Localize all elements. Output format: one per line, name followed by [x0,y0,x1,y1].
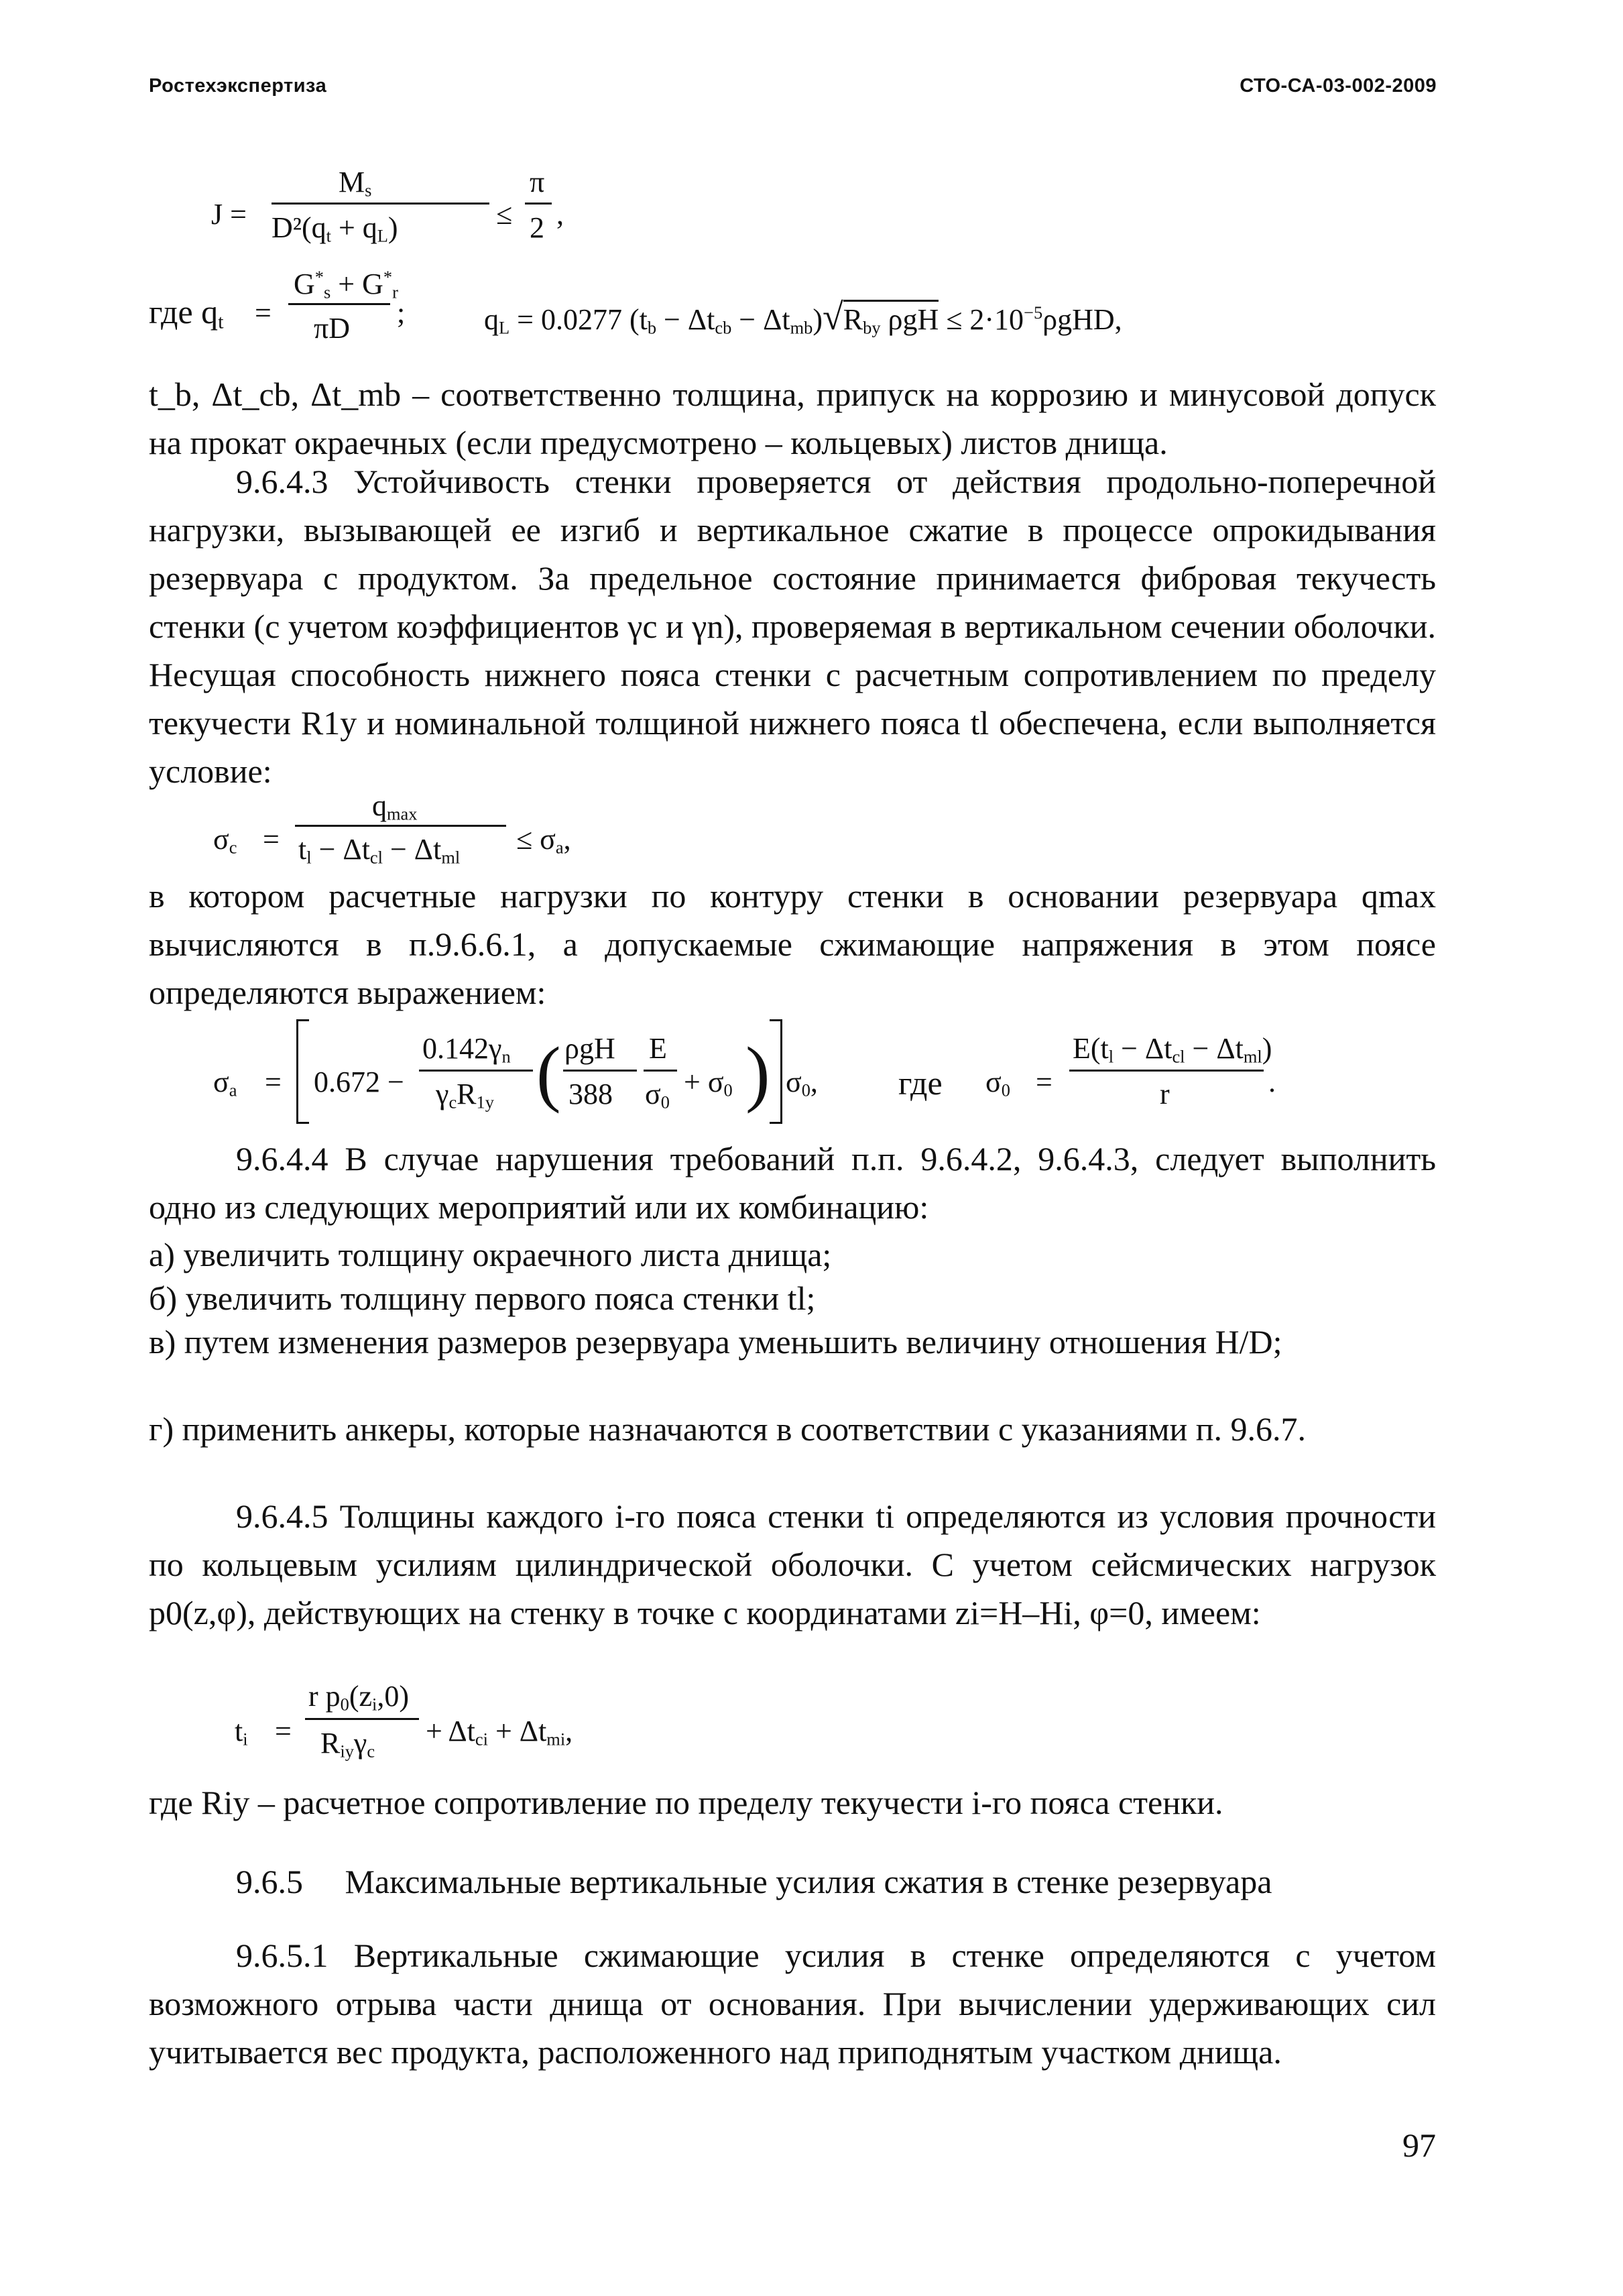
f5-fraction-bar [305,1718,419,1720]
f1-two: 2 [530,211,544,244]
f1-lhs: J = [211,198,247,231]
f2-num: $G^*_s + G^*_r$ [294,267,398,302]
f4-tail: $\sigma_0$, [786,1066,818,1100]
f4-where: где [898,1064,943,1102]
list-item-b: б) увеличить толщину первого пояса стенки tl; [149,1279,816,1317]
f4-eq: = [265,1066,282,1098]
f3-rhs: ≤ $\sigma_a$, [516,823,571,858]
f4-dot: . [1268,1066,1276,1098]
paragraph-riy-definition: где Riy – расчетное сопротивление по пределу текучести i-го пояса стенки. [149,1784,1223,1821]
f4-bar4 [1069,1070,1264,1072]
paragraph-9-6-5-1: 9.6.5.1 Вертикальные сжимающие усилия в стенке определяются с учетом возможного отрыва части днища от основания. При вычислении удерживающих сил учитывается вес продукта, расположенного над приподнятым участком днища. [149,1937,1436,2071]
f4-den4: r [1160,1078,1170,1110]
f5-eq: = [275,1715,292,1747]
f3-lhs: $\sigma_c$ [213,823,237,858]
list-item-v: в) путем изменения размеров резервуара уменьшить величину отношения H/D; [149,1323,1282,1361]
paragraph-tb-definition: t_b, Δt_cb, Δt_mb – соответственно толщина, припуск на коррозию и минусовой допуск на прокат окраечных (если предусмотрено – кольцевых) листов днища. [149,376,1436,461]
f1-comma: , [556,198,564,231]
f4-num3: E [649,1032,667,1065]
f4-num1: $0.142\gamma_n$ [422,1032,511,1067]
f4-sigma0: $\sigma_0$ [985,1066,1010,1100]
f3-eq: = [263,823,280,856]
f3-den: $t_l - \Delta t_{cl} - \Delta t_{ml}$ [298,833,461,868]
list-item-g: г) применить анкеры, которые назначаются в соответствии с указаниями п. 9.6.7. [149,1410,1307,1448]
f5-rest: + $\Delta t_{ci} + \Delta t_{mi}$, [426,1715,573,1749]
paragraph-9-6-4-5: 9.6.4.5 Толщины каждого i-го пояса стенки ti определяются из условия прочности по кольцевым усилиям цилиндрической оболочки. С учетом сейсмических нагрузок p0(z,φ), действующих на стенку в точке с координатами zi=H–Hi, φ=0, имеем: [149,1497,1436,1631]
f1-fraction-bar [272,203,489,205]
f4-right-paren: ) [745,1032,770,1114]
paragraph-9-6-4-4: 9.6.4.4 В случае нарушения требований п.п. 9.6.4.2, 9.6.4.3, следует выполнить одно из следующих мероприятий или их комбинацию: [149,1140,1436,1226]
f5-den: $R_{iy}\gamma_c$ [320,1727,375,1762]
f1-den: $D^2(q_t + q_L)$ [272,211,398,246]
f1-le: ≤ [496,198,513,231]
f4-bar2 [563,1070,637,1072]
f2-where: где $q_t$ [149,293,224,333]
f2-ql-expr: $q_L = 0.0277$ $(t_b - \Delta t_{cb} - \Delta t_{mb})√R_{by}$ $\rho gH \le 2\cdot 10^{-5}\rho gHD$, [484,296,1122,338]
section-heading-9-6-5: 9.6.5 Максимальные вертикальные усилия сжатия в стенке резервуара [236,1863,1272,1900]
f1-num: $M_s$ [339,166,372,200]
f2-semi: ; [397,296,406,329]
f1-pi: π [530,166,545,198]
f5-lhs: $t_i$ [235,1715,248,1749]
f4-den1: $\gamma_cR_{1y}$ [436,1078,494,1112]
f1-pi-bar [525,203,552,205]
f4-num2: ρgH [564,1032,615,1065]
f2-den: πD [314,312,350,345]
f2-eq: = [255,296,272,329]
f4-eq2: = [1036,1066,1053,1098]
f4-right-bracket [770,1019,782,1124]
header-org: Ростехэкспертиза [149,75,327,97]
f4-bar1 [419,1070,533,1072]
paragraph-qmax: в котором расчетные нагрузки по контуру стенки в основании резервуара qmax вычисляются в п.9.6.6.1, а допускаемые сжимающие напряжения в этом поясе определяются выражением: [149,877,1436,1011]
paragraph-9-6-4-3: 9.6.4.3 Устойчивость стенки проверяется от действия продольно-поперечной нагрузки, вызывающей ее изгиб и вертикальное сжатие в процессе опрокидывания резервуара с продуктом. За предельное состояние принимается фибровая текучесть стенки (с учетом коэффициентов γc и γn), проверяемая в вертикальном сечении оболочки. Несущая способность нижнего пояса стенки с расчетным сопротивлением по пределу текучести R1y и номинальной толщиной нижнего пояса tl обеспечена, если выполняется условие: [149,463,1436,790]
header-doc-code: СТО-СА-03-002-2009 [1240,75,1437,97]
f4-bar3 [644,1070,677,1072]
f4-num4: $E(t_l - \Delta t_{cl} - \Delta t_{ml})$ [1073,1032,1272,1067]
f4-den2: 388 [568,1078,613,1110]
f3-num: $q_{max}$ [372,789,418,824]
f4-left-bracket [296,1019,309,1124]
f4-left-paren: ( [536,1032,561,1114]
f4-lhs: $\sigma_a$ [213,1066,237,1100]
f5-num: r $p_0(z_i,0)$ [308,1680,410,1715]
f3-fraction-bar [295,825,506,827]
f4-const: 0.672 − [314,1066,404,1098]
f4-plus-sigma0: + $\sigma_0$ [684,1066,733,1100]
f4-den3: $\sigma_0$ [645,1078,670,1112]
f2-fraction-bar [288,303,390,305]
list-item-a: а) увеличить толщину окраечного листа днища; [149,1236,832,1273]
page-number: 97 [1402,2126,1436,2164]
